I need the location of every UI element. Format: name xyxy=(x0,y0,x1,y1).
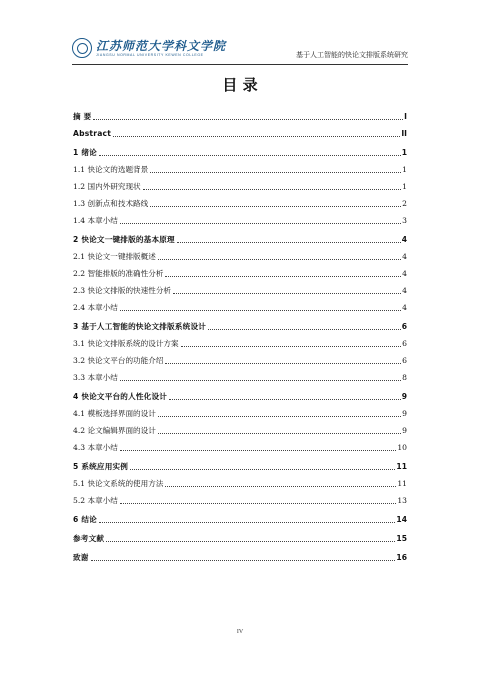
toc-entry-page: 16 xyxy=(396,553,407,562)
toc-entry-title: Abstract xyxy=(73,129,112,138)
toc-entry-title: 3 基于人工智能的快论文排版系统设计 xyxy=(73,322,207,331)
toc-entry-page: 9 xyxy=(402,409,407,418)
toc-entry-title: 3.2 快论文平台的功能介绍 xyxy=(73,356,164,365)
page-number: IV xyxy=(236,629,244,635)
toc-entry[interactable] xyxy=(73,494,407,506)
dot-leader xyxy=(181,346,402,347)
dot-leader xyxy=(158,259,401,260)
dot-leader xyxy=(99,155,401,156)
dot-leader xyxy=(165,276,401,277)
toc-entry-page: 10 xyxy=(397,443,407,452)
dot-leader xyxy=(120,450,396,451)
toc-entry[interactable] xyxy=(73,180,407,192)
toc-entry-page: 6 xyxy=(402,339,407,348)
toc-entry-page: 9 xyxy=(402,426,407,435)
toc-entry-title: 1.3 创新点和技术路线 xyxy=(73,199,149,208)
dot-leader xyxy=(165,363,401,364)
toc-entry-page: 4 xyxy=(401,235,407,244)
toc-entry[interactable] xyxy=(73,284,407,296)
toc-entry-title: 1.2 国内外研究现状 xyxy=(73,182,141,191)
page-header xyxy=(72,34,408,65)
dot-leader xyxy=(150,172,401,173)
toc-entry-title: 参考文献 xyxy=(73,534,105,543)
logo-english-name: JIANGSU NORMAL UNIVERSITY KEWEN COLLEGE xyxy=(96,52,204,57)
toc-entry-title: 4.3 本章小结 xyxy=(73,443,118,452)
dot-leader xyxy=(120,503,396,504)
toc-entry[interactable] xyxy=(73,233,407,245)
toc-entry-title: 3.3 本章小结 xyxy=(73,373,118,382)
toc-entry[interactable] xyxy=(73,250,407,262)
logo-wordmark xyxy=(96,39,226,58)
toc-entry-title: 6 结论 xyxy=(73,515,97,524)
toc-entry[interactable] xyxy=(73,163,407,175)
toc-entry[interactable] xyxy=(73,337,407,349)
toc-entry-page: 11 xyxy=(396,462,407,471)
toc-entry-page: 2 xyxy=(402,199,407,208)
toc-entry-title: 1.1 快论文的选题背景 xyxy=(73,165,149,174)
dot-leader xyxy=(99,522,396,523)
dot-leader xyxy=(158,433,401,434)
toc-entry-title: 4 快论文平台的人性化设计 xyxy=(73,392,168,401)
toc-entry[interactable] xyxy=(73,127,407,139)
toc-entry[interactable] xyxy=(73,460,407,472)
toc-entry[interactable] xyxy=(73,110,407,122)
toc-entry[interactable] xyxy=(73,441,407,453)
toc-entry[interactable] xyxy=(73,390,407,402)
dot-leader xyxy=(113,136,400,137)
toc-entry[interactable] xyxy=(73,551,407,563)
toc-entry-title: 3.1 快论文排版系统的设计方案 xyxy=(73,339,179,348)
dot-leader xyxy=(120,223,401,224)
toc-entry-title: 5.2 本章小结 xyxy=(73,496,118,505)
toc-entry[interactable] xyxy=(73,301,407,313)
dot-leader xyxy=(208,329,401,330)
dot-leader xyxy=(120,310,401,311)
toc-entry-page: 6 xyxy=(402,356,407,365)
toc-entry[interactable] xyxy=(73,424,407,436)
toc-entry-title: 2.4 本章小结 xyxy=(73,303,118,312)
toc-entry[interactable] xyxy=(73,267,407,279)
toc-entry-title: 5 系统应用实例 xyxy=(73,462,129,471)
toc-entry[interactable] xyxy=(73,197,407,209)
dot-leader xyxy=(143,189,402,190)
toc-entry-page: I xyxy=(404,112,407,121)
dot-leader xyxy=(169,399,401,400)
toc-entry[interactable] xyxy=(73,513,407,525)
toc-entry-title: 2.2 智能排版的准确性分析 xyxy=(73,269,164,278)
dot-leader xyxy=(130,469,395,470)
toc-entry[interactable] xyxy=(73,371,407,383)
toc-entry-page: 13 xyxy=(397,496,407,505)
toc-heading: 目 录 xyxy=(222,76,258,94)
toc-entry[interactable] xyxy=(73,477,407,489)
running-title: 基于人工智能的快论文排版系统研究 xyxy=(296,51,408,59)
toc-entry[interactable] xyxy=(73,532,407,544)
toc-entry-page: 4 xyxy=(402,252,407,261)
toc-entry-title: 2.3 快论文排版的快速性分析 xyxy=(73,286,172,295)
toc-entry-page: 4 xyxy=(402,269,407,278)
toc-entry-title: 2 快论文一键排版的基本原理 xyxy=(73,235,175,244)
toc-entry-page: 14 xyxy=(396,515,407,524)
toc-entry-title: 摘 要 xyxy=(73,112,92,121)
toc-entry-page: 4 xyxy=(402,303,407,312)
toc-entry-title: 4.2 论文编辑界面的设计 xyxy=(73,426,156,435)
dot-leader xyxy=(177,242,401,243)
toc-entry[interactable] xyxy=(73,214,407,226)
university-seal-icon xyxy=(72,38,92,58)
dot-leader xyxy=(173,293,401,294)
toc-entry[interactable] xyxy=(73,146,407,158)
toc-entry-page: 4 xyxy=(402,286,407,295)
dot-leader xyxy=(150,206,401,207)
toc-entry-page: 15 xyxy=(396,534,407,543)
toc-entry-page: 1 xyxy=(401,148,407,157)
toc-entry-page: 8 xyxy=(402,373,407,382)
dot-leader xyxy=(158,416,401,417)
dot-leader xyxy=(91,560,396,561)
toc-entry-page: 6 xyxy=(401,322,407,331)
toc-entry-page: 1 xyxy=(402,182,407,191)
toc-entry-title: 2.1 快论文一键排版概述 xyxy=(73,252,156,261)
toc-entry-page: 9 xyxy=(401,392,407,401)
toc-entry-title: 4.1 模板选择界面的设计 xyxy=(73,409,156,418)
toc-entry[interactable] xyxy=(73,320,407,332)
toc-entry-title: 致谢 xyxy=(73,553,89,562)
logo-chinese-name: 江苏师范大学科文学院 xyxy=(96,38,227,53)
dot-leader xyxy=(165,486,396,487)
university-logo xyxy=(72,36,226,60)
dot-leader xyxy=(120,380,401,381)
toc-entry[interactable] xyxy=(73,354,407,366)
toc-entry-page: II xyxy=(401,129,407,138)
toc-entry-title: 5.1 快论文系统的使用方法 xyxy=(73,479,164,488)
toc-entry-page: 11 xyxy=(397,479,407,488)
toc-entry-title: 1.4 本章小结 xyxy=(73,216,118,225)
toc-entry[interactable] xyxy=(73,407,407,419)
toc-entry-page: 3 xyxy=(402,216,407,225)
dot-leader xyxy=(93,119,403,120)
toc-entry-page: 1 xyxy=(402,165,407,174)
toc-entry-title: 1 绪论 xyxy=(73,148,97,157)
dot-leader xyxy=(106,541,395,542)
